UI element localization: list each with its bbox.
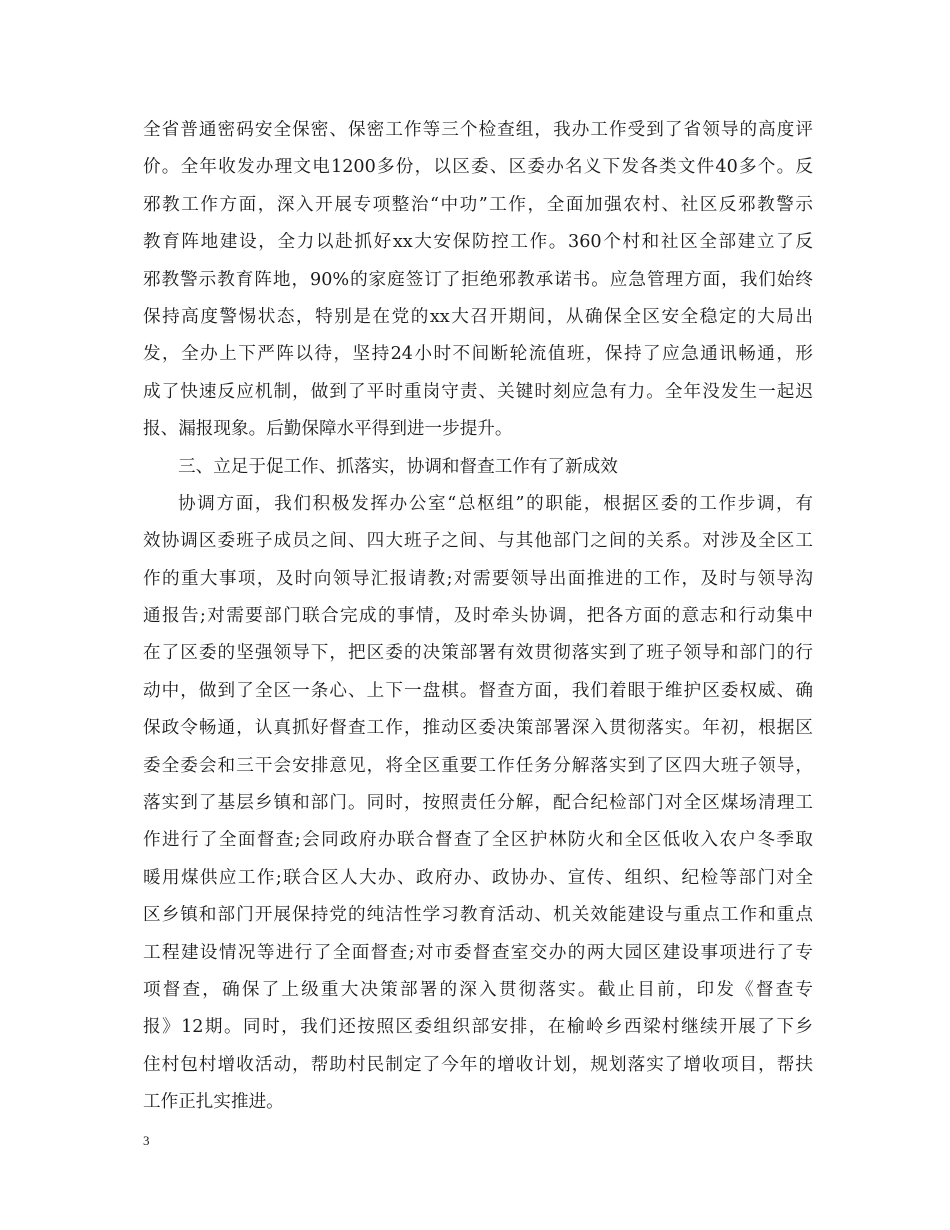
text-line: 报、漏报现象。后勤保障水平得到进一步提升。 bbox=[143, 419, 513, 440]
text-line: 动中，做到了全区一条心、上下一盘棋。督查方面，我们着眼于维护区委权威、确 bbox=[143, 680, 813, 701]
document-body bbox=[143, 112, 813, 1122]
text-line: 价。全年收发办理文电1200多份，以区委、区委办名义下发各类文件40多个。反 bbox=[143, 157, 813, 178]
text-line: 区乡镇和部门开展保持党的纯洁性学习教育活动、机关效能建设与重点工作和重点 bbox=[143, 905, 813, 926]
text-line: 通报告;对需要部门联合完成的事情，及时牵头协调，把各方面的意志和行动集中 bbox=[143, 606, 813, 627]
text-line: 暖用煤供应工作;联合区人大办、政府办、政协办、宣传、组织、纪检等部门对全 bbox=[143, 867, 813, 888]
text-line: 报》12期。同时，我们还按照区委组织部安排，在榆岭乡西梁村继续开展了下乡 bbox=[143, 1017, 813, 1038]
text-line: 邪教警示教育阵地，90%的家庭签订了拒绝邪教承诺书。应急管理方面，我们始终 bbox=[143, 269, 813, 290]
text-line: 全省普通密码安全保密、保密工作等三个检查组，我办工作受到了省领导的高度评 bbox=[143, 120, 813, 140]
text-line: 作进行了全面督查;会同政府办联合督查了全区护林防火和全区低收入农户冬季取 bbox=[143, 830, 813, 851]
text-line: 邪教工作方面，深入开展专项整治“中功”工作，全面加强农村、社区反邪教警示 bbox=[143, 194, 813, 215]
text-line: 住村包村增收活动，帮助村民制定了今年的增收计划，规划落实了增收项目，帮扶 bbox=[143, 1054, 813, 1075]
text-line: 工作正扎实推进。 bbox=[143, 1092, 284, 1113]
section-heading: 三、立足于促工作、抓落实，协调和督查工作有了新成效 bbox=[178, 456, 618, 477]
text-line: 效协调区委班子成员之间、四大班子之间、与其他部门之间的关系。对涉及全区工 bbox=[143, 531, 813, 552]
text-line: 在了区委的坚强领导下，把区委的决策部署有效贯彻落实到了班子领导和部门的行 bbox=[143, 643, 813, 664]
text-line: 保持高度警惕状态，特别是在党的xx大召开期间，从确保全区安全稳定的大局出 bbox=[143, 306, 813, 327]
text-line: 作的重大事项，及时向领导汇报请教;对需要领导出面推进的工作，及时与领导沟 bbox=[143, 568, 813, 589]
paragraph-2 bbox=[143, 486, 813, 1122]
text-line: 保政令畅通，认真抓好督查工作，推动区委决策部署深入贯彻落实。年初，根据区 bbox=[143, 718, 813, 739]
text-line: 协调方面，我们积极发挥办公室“总枢组”的职能，根据区委的工作步调，有 bbox=[178, 493, 813, 514]
text-line: 成了快速反应机制，做到了平时重岗守责、关键时刻应急有力。全年没发生一起迟 bbox=[143, 381, 813, 402]
text-line: 委全委会和三干会安排意见，将全区重要工作任务分解落实到了区四大班子领导， bbox=[143, 755, 813, 776]
text-line: 工程建设情况等进行了全面督查;对市委督查室交办的两大园区建设事项进行了专 bbox=[143, 942, 813, 963]
text-line: 项督查，确保了上级重大决策部署的深入贯彻落实。截止目前，印发《督查专 bbox=[143, 979, 813, 1000]
page-number: 3 bbox=[143, 1133, 150, 1148]
text-line: 落实到了基层乡镇和部门。同时，按照责任分解，配合纪检部门对全区煤场清理工 bbox=[143, 793, 813, 814]
text-line: 教育阵地建设，全力以赴抓好xx大安保防控工作。360个村和社区全部建立了反 bbox=[143, 232, 813, 253]
paragraph-1 bbox=[143, 112, 813, 449]
text-line: 发，全办上下严阵以待，坚持24小时不间断轮流值班，保持了应急通讯畅通，形 bbox=[143, 344, 813, 365]
